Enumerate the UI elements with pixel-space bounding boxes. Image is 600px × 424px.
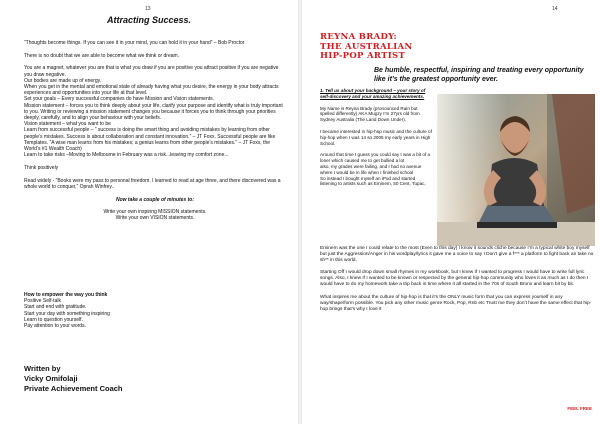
- page-number-right: 14: [552, 6, 558, 12]
- answer-paragraph: My Name is Reyna Brady (pronounced Rain but spelled differently) AKA Mugzy I’m 27yrs old from Sydney Australia (The Land Down Under).: [320, 105, 420, 123]
- title-line: HIP-POP ARTIST: [320, 51, 406, 61]
- paragraph: Eminem was the one I could relate to the most (Even to this day) I know it sounds cliche because I’m a typical white boy myself but just the Aggression/Anger in his wordplay/lyrics it gave me a voice to say I Don’t give a f*** a platform to fight back an take no sh** in this world.: [320, 246, 594, 264]
- paragraph: Learn from successful people – “ success is doing the smart thing and avoiding mistakes by learning from other people’s mistakes. Success is about collaboration and constant innovation.” – JT Foxx. Successful people are like Templates. “A wise man learns from his mistakes; a genius learns from other people’s mistakes.” – JT Foxx, the World’s #1 Wealth Coach): [24, 127, 276, 153]
- opening-quote: “Thoughts become things. If you can see it in your mind, you can hold it in your hand” – Bob Proctor: [24, 40, 245, 46]
- page-number-left: 13: [145, 6, 151, 12]
- list-item: Start your day with something inspiring: [24, 310, 110, 317]
- paragraph: Set your goals – Every successful companies do have Mission and Vision statements.: [24, 96, 215, 103]
- paragraph: Learn to take risks –Moving to Melbourne in February was a risk...leaving my comfort zone...: [24, 152, 229, 159]
- paragraph: When you get in the mental and emotional state of already having what you desire, the energy in your body attracts experiences and opportunities into your life at that level.: [24, 84, 279, 97]
- left-page: [0, 0, 298, 424]
- interview-question: 1. Tell us about your background – your story of self-discovery and your amazing achievements.: [320, 88, 426, 99]
- task-heading: Now take a couple of minutes to:: [115, 196, 195, 203]
- title-line: REYNA BRADY:: [320, 32, 397, 42]
- paragraph: What inspires me about the culture of hip-hop is that it’s the ONLY music form that you can express yourself in any way/shape/form possible. You pick any other music genre Rock, Pop, Rnb etc Trust me they don’t have the same effect that hip-hop brings that’s why I love it: [320, 294, 592, 312]
- author-role: Private Achievement Coach: [24, 384, 123, 393]
- title-line: THE AUSTRALIAN: [320, 41, 413, 52]
- list-item: Pay attention to your words.: [24, 323, 86, 330]
- list-item: Learn to question yourself.: [24, 316, 83, 323]
- empower-list: [24, 292, 224, 329]
- answer-paragraph: I became interested in hip-hop music and the culture of hip-hop when I was 14 so 2005 my early years in High School.: [320, 128, 432, 146]
- article-body-left: [24, 40, 286, 222]
- author-name: Vicky Omifolaji: [24, 374, 78, 383]
- paragraph: You are a magnet, whatever you are that is what you draw if you are positive you attract positive if you are negative you draw negative.: [24, 65, 279, 78]
- answer-paragraph: Around that time I guess you could say I was a bit of a loner which caused me to get bullied a lot: [320, 152, 431, 164]
- paragraph: Think positively: [24, 164, 59, 171]
- task-item: Write your own VISION statements.: [115, 215, 195, 222]
- answer-paragraph: also, my grades were failing, and I had no avenue where I would be in life when I finished school: [320, 163, 422, 175]
- empower-heading: How to empower the way you think: [24, 292, 108, 298]
- paragraph: Starting Off I would drop down small rhymes in my workbook, but I knew If I wanted to progress I would have to write full lyric songs. Also, I knew If I wanted to be known or respected by the general hip-hop community who loves it as much as I do then I would have to do my homework take a trip back in time where it all started in the 70s of South Bronx and learn bit by bit.: [320, 270, 589, 288]
- paragraph: Our bodies are made up of energy.: [24, 77, 102, 84]
- author-signature: [24, 364, 123, 394]
- list-item: Start and end with gratitude.: [24, 304, 87, 311]
- right-page: [302, 0, 600, 424]
- artist-photo: [437, 94, 595, 246]
- article-body-right: [320, 246, 596, 319]
- artist-photo-illustration: [437, 94, 595, 246]
- article-subtitle: Be humble, respectful, inspiring and treating every opportunity like it’s the greatest opportunity ever.: [374, 67, 584, 83]
- article-title-left: Attracting Success.: [106, 15, 192, 25]
- paragraph: Vision statement – what you want to be: [24, 121, 111, 128]
- task-item: Write your own inspiring MISSION statements.: [103, 209, 207, 216]
- article-title-right: [320, 33, 412, 62]
- signature-label: Written by: [24, 364, 61, 373]
- paragraph: Read widely - “Books were my pass to personal freedom. I learned to read at age three, and there discovered was a whole world to conquer,” Oprah Winfrey..: [24, 177, 281, 190]
- magazine-footer-brand: FEEL FREE: [567, 406, 592, 411]
- list-item: Positive Self-talk: [24, 298, 61, 305]
- answer-paragraph: So instead I bought myself an iPod and started listening to artists such as Eminem, 50 Cent, Tupac,: [320, 175, 426, 187]
- interview-column: [320, 88, 432, 187]
- paragraph: There is no doubt that we are able to become what we think or dream.: [24, 52, 180, 59]
- paragraph: Mission statement – forces you to think deeply about your life, clarify your purpose and identify what is truly important to you. Writing or reviewing a mission statement changes you because it forces you to think through your priorities deeply, carefully, and to align your behaviour with your beliefs.: [24, 102, 283, 122]
